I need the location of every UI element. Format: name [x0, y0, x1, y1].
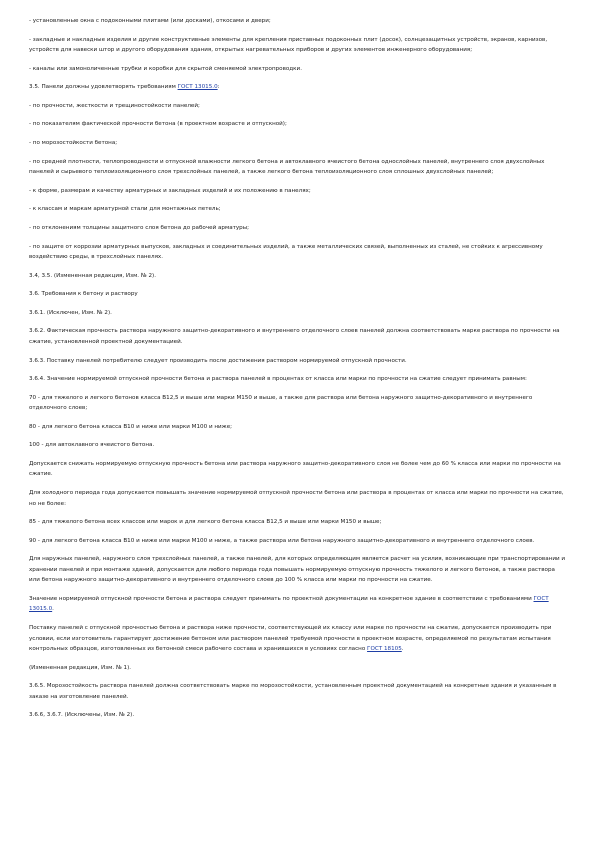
paragraph-shape: - к форме, размерам и качеству арматурных и закладных изделий и их положению в панелях; [29, 187, 311, 194]
paragraph-steel: - к классам и маркам арматурной стали для монтажных петель; [29, 206, 221, 213]
paragraph-80: 80 - для легкого бетона класса В10 и ниже или марки М100 и ниже; [29, 423, 233, 430]
paragraph-90: 90 - для легкого бетона класса В10 и ниже или марки М100 и ниже, а также раствора или бетона наружного защитно-декоративного и внутреннего отделочного слоев. [29, 537, 535, 544]
text-segment: . [52, 606, 54, 613]
paragraph-70: 70 - для тяжелого и легкого бетонов класса В12,5 и выше или марки М150 и выше, а также для раствора или бетона наружного защитно-декоративного и внутреннего отделочного слоев; [29, 394, 533, 412]
paragraph-actual-strength: - по показателям фактической прочности бетона (в проектном возрасте и отпускной); [29, 121, 287, 128]
paragraph-reduce: Допускается снижать нормируемую отпускную прочность бетона или раствора наружного защитно-декоративного слоя не более чем до 60 % класса или марки по прочности на сжатие. [29, 460, 561, 478]
paragraph-3-6-4: 3.6.4. Значение нормируемой отпускной прочности бетона и раствора панелей в процентах от класса или марки по прочности на сжатие следует принимать равным: [29, 376, 527, 383]
paragraph-corrosion: - по защите от коррозии арматурных выпусков, закладных и соединительных изделий, а также металлических связей, выполненных из сталей, не стойких к агрессивному воздействию среды, в трехслойных панелях. [29, 243, 543, 261]
paragraph-outer-panels: Для наружных панелей, наружного слоя трехслойных панелей, а также панелей, для которых определяющим является расчет на усилия, возникающие при транспортировании и хранении панелей и при монтаже зданий, допускается для любого периода года повышать нормируемую отпускную прочность тяжелого и легкого бетонов, а также раствора или бетона наружного защитно-декоративного и внутреннего отделочного слоев до 100 % класса или марки по прочности на сжатие. [29, 556, 566, 584]
paragraph-3-6-6: 3.6.6, 3.6.7. (Исключены, Изм. № 2). [29, 712, 135, 719]
paragraph-3-5 [29, 82, 565, 93]
paragraph-cold-period: Для холодного периода года допускается повышать значение нормируемой отпускной прочности бетона или раствора в процентах от класса или марки по прочности на сжатие, но не более: [29, 490, 564, 507]
paragraph-3-6-heading: 3.6. Требования к бетону и раствору [29, 291, 138, 298]
paragraph-delivery [29, 623, 565, 655]
text-segment: Поставку панелей с отпускной прочностью бетона и раствора ниже прочности, соответствующей их классу или марке по прочности на сжатие, допускается производить при условии, если изготовитель гарантирует достижение бетоном или раствором панелей требуемой прочности в проектном возрасте, определяемой по результатам испытания контрольных образцов, изготовленных из бетонной смеси рабочего состава и хранившихся в условиях согласно [29, 625, 552, 653]
gost-13015-link[interactable]: ГОСТ 13015.0 [177, 84, 218, 91]
paragraph-cover: - по отклонениям толщины защитного слоя бетона до рабочей арматуры; [29, 224, 250, 231]
paragraph-channels: - каналы или замоноличенные трубки и коробки для скрытой сменяемой электропроводки. [29, 65, 302, 72]
paragraph-3-6-2: 3.6.2. Фактическая прочность раствора наружного защитно-декоративного и внутреннего отделочного слоев панелей должна соответствовать марке раствора по прочности на сжатие, установленной проектной документацией. [29, 328, 560, 345]
paragraph-85: 85 - для тяжелого бетона всех классов или марок и для легкого бетона класса В12,5 и выше или марки М150 и выше; [29, 519, 382, 526]
paragraph-revision-1: (Измененная редакция, Изм. № 1). [29, 664, 132, 671]
paragraph-3-6-5: 3.6.5. Морозостойкость раствора панелей должна соответствовать марке по морозостойкости, установленным проектной документацией на конкретные здания и указанным в заказе на изготовление панелей. [29, 683, 557, 700]
paragraph-100: 100 - для автоклавного ячеистого бетона. [29, 442, 155, 449]
paragraph-3-6-1: 3.6.1. (Исключен, Изм. № 2). [29, 309, 112, 316]
paragraph-normative-value [29, 594, 565, 615]
paragraph-revision-3-4: 3.4, 3.5. (Измененная редакция, Изм. № 2). [29, 272, 156, 279]
gost-18105-link[interactable]: ГОСТ 18105 [367, 646, 402, 653]
gost-13015-link[interactable]: ГОСТ 13015.0 [29, 595, 549, 613]
paragraph-frost: - по морозостойкости бетона; [29, 140, 118, 147]
paragraph-windows: - установленные окна с подоконными плитами (или досками), откосами и двери; [29, 18, 271, 24]
paragraph-strength: - по прочности, жесткости и трещиностойкости панелей; [29, 102, 200, 109]
text-segment: Значение нормируемой отпускной прочности бетона и раствора следует принимать по проектной документации на конкретное здание в соответствии с требованиями [29, 595, 534, 602]
text-segment: : [217, 84, 220, 91]
paragraph-3-6-3: 3.6.3. Поставку панелей потребителю следует производить после достижения раствором нормируемой отпускной прочности. [29, 357, 407, 364]
text-segment: 3.5. Панели должны удовлетворять требованиям [29, 84, 178, 91]
paragraph-embedded-parts: - закладные и накладные изделия и другие конструктивные элементы для крепления приставных подоконных плит (досок), солнцезащитных устройств, экранов, карнизов, устройств для навески штор и другого оборудования здания, открытых нагревательных приборов и других элементов инженерного оборудования; [29, 36, 548, 54]
paragraph-density: - по средней плотности, теплопроводности и отпускной влажности легкого бетона и автоклавного ячеистого бетона однослойных панелей, внутреннего слоя двухслойных панелей и сырьевого теплоизоляционного слоя трехслойных панелей, а также легкого бетона теплоизоляционного слоя сплошных двухслойных панелей; [29, 158, 545, 176]
text-segment: . [401, 646, 404, 653]
